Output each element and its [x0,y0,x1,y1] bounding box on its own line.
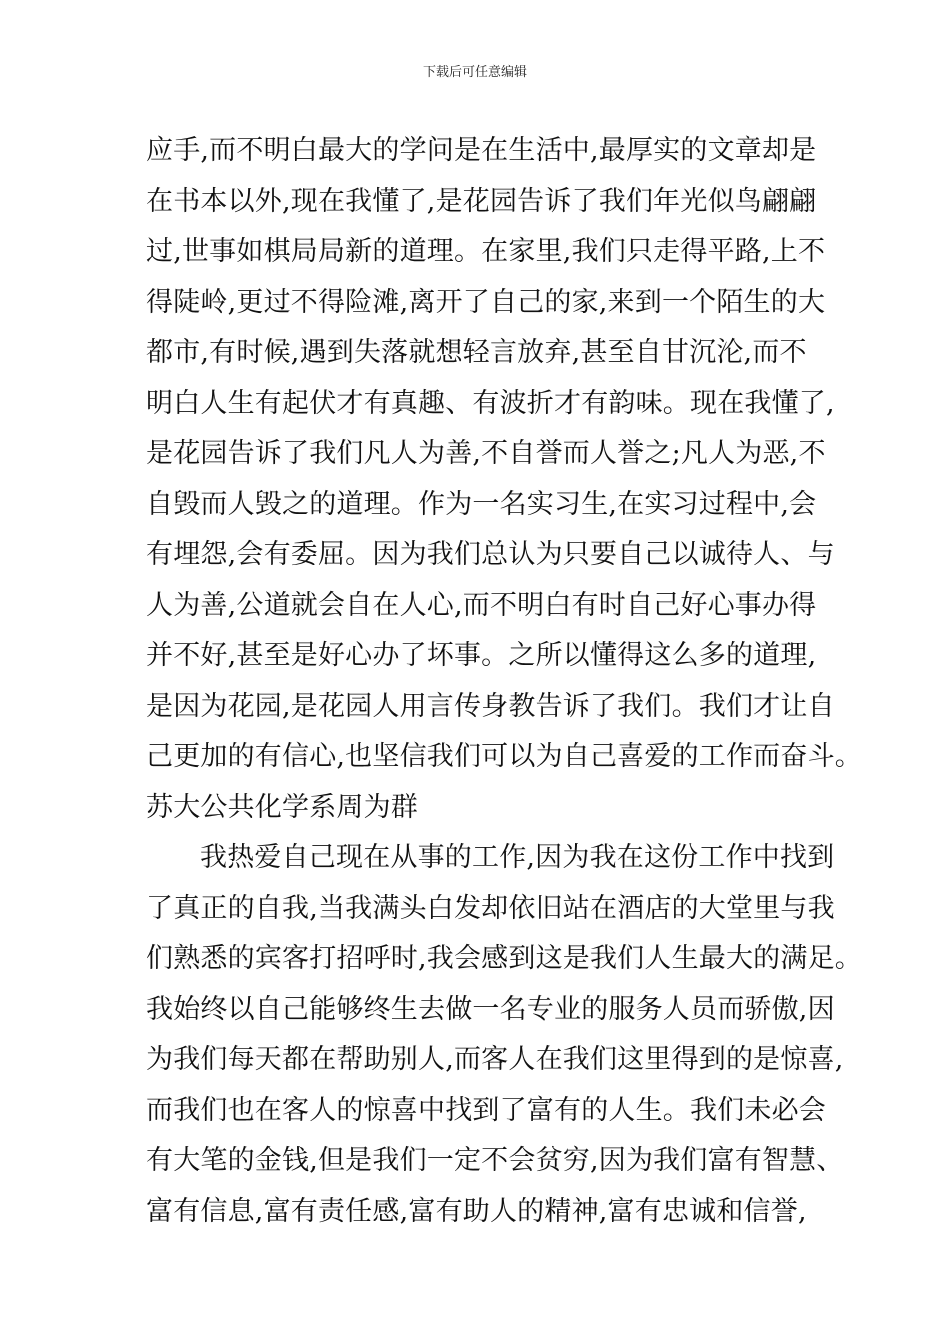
header-text: 下载后可任意编辑 [422,65,527,80]
text-line: 有埋怨,会有委屈。因为我们总认为只要自己以诚待人、与 [146,539,835,570]
document-body [146,126,862,1237]
text-line: 我热爱自己现在从事的工作,因为我在这份工作中找到 [200,842,835,873]
text-line: 是花园告诉了我们凡人为善,不自誉而人誉之;凡人为恶,不 [146,438,826,469]
text-line: 为我们每天都在帮助别人,而客人在我们这里得到的是惊喜, [146,1044,844,1075]
text-line: 得陡岭,更过不得险滩,离开了自己的家,来到一个陌生的大 [146,286,826,318]
text-line: 己更加的有信心,也坚信我们可以为自己喜爱的工作而奋斗。 [146,741,862,772]
text-line: 而我们也在客人的惊喜中找到了富有的人生。我们未必会 [146,1094,826,1126]
text-line: 了真正的自我,当我满头白发却依旧站在酒店的大堂里与我 [146,892,835,924]
paragraph-2 [146,833,862,1237]
text-line: 应手,而不明白最大的学问是在生活中,最厚实的文章却是 [146,135,817,166]
text-line: 人为善,公道就会自在人心,而不明白有时自己好心事办得 [146,589,817,621]
text-line: 我始终以自己能够终生去做一名专业的服务人员而骄傲,因 [146,993,835,1025]
text-line: 过,世事如棋局局新的道理。在家里,我们只走得平路,上不 [146,236,826,267]
text-line: 并不好,甚至是好心办了坏事。之所以懂得这么多的道理, [146,640,817,671]
text-line: 自毁而人毁之的道理。作为一名实习生,在实习过程中,会 [146,488,817,520]
text-line: 明白人生有起伏才有真趣、有波折才有韵味。现在我懂了, [146,387,835,419]
page-header [0,64,950,82]
text-line: 是因为花园,是花园人用言传身教告诉了我们。我们才让自 [146,690,835,722]
text-line: 们熟悉的宾客打招呼时,我会感到这是我们人生最大的满足。 [146,943,862,974]
text-line: 在书本以外,现在我懂了,是花园告诉了我们年光似鸟翩翩 [146,185,817,217]
text-line: 富有信息,富有责任感,富有助人的精神,富有忠诚和信誉, [146,1195,807,1227]
text-line: 有大笔的金钱,但是我们一定不会贫穷,因为我们富有智慧、 [146,1145,844,1176]
author-line: 苏大公共化学系周为群 [146,791,418,823]
text-line: 都市,有时候,遇到失落就想轻言放弃,甚至自甘沉沦,而不 [146,337,807,368]
paragraph-1 [146,126,862,833]
